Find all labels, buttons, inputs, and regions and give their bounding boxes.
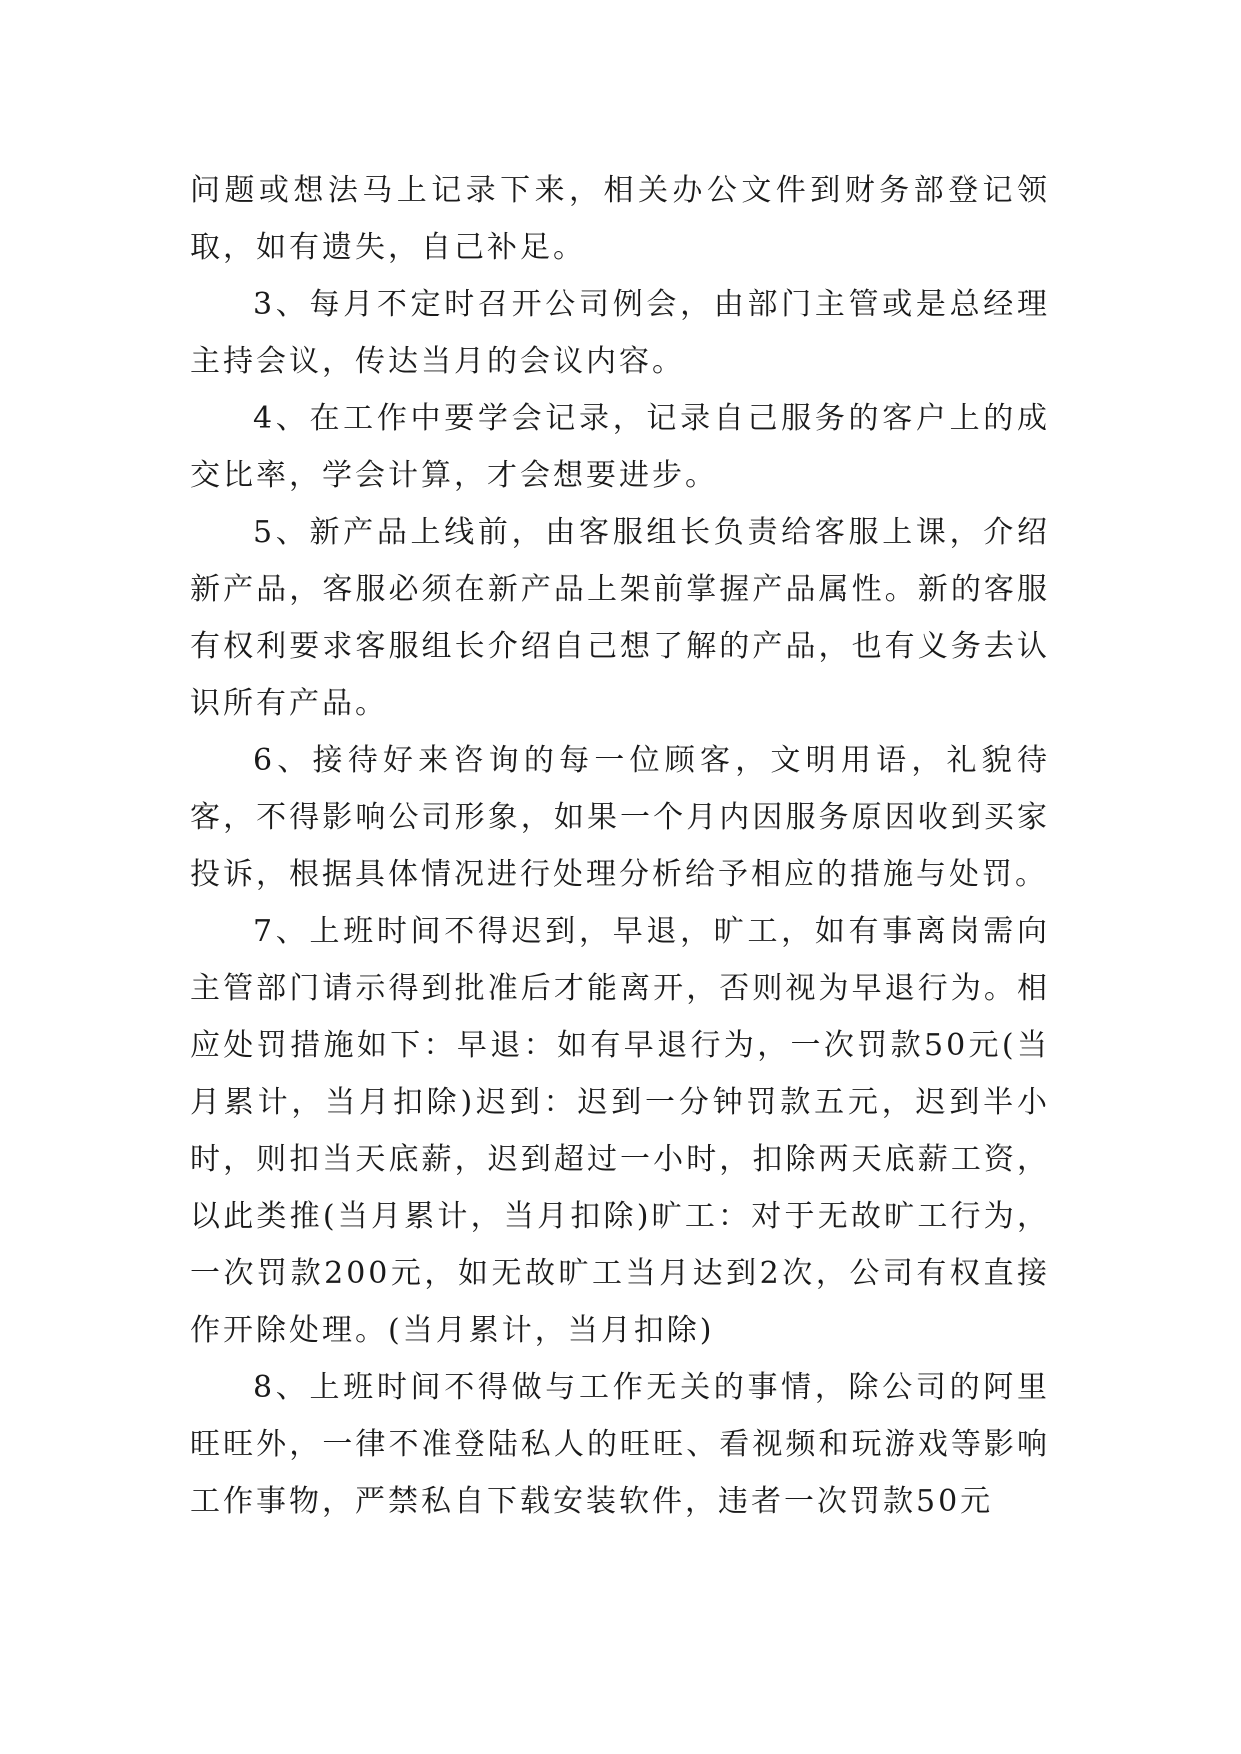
paragraph-item-3: 3、每月不定时召开公司例会，由部门主管或是总经理主持会议，传达当月的会议内容。 [190,287,1050,379]
document-body [190,162,1050,1530]
paragraph-item-6: 6、接待好来咨询的每一位顾客，文明用语，礼貌待客，不得影响公司形象，如果一个月内因服务原因收到买家投诉，根据具体情况进行处理分析给予相应的措施与处罚。 [190,743,1050,892]
paragraph-item-4: 4、在工作中要学会记录，记录自己服务的客户上的成交比率，学会计算，才会想要进步。 [190,401,1050,493]
paragraph-item-5: 5、新产品上线前，由客服组长负责给客服上课，介绍新产品，客服必须在新产品上架前掌握产品属性。新的客服有权利要求客服组长介绍自己想了解的产品，也有义务去认识所有产品。 [190,515,1050,721]
paragraph-item-7: 7、上班时间不得迟到，早退，旷工，如有事离岗需向主管部门请示得到批准后才能离开，否则视为早退行为。相应处罚措施如下：早退：如有早退行为，一次罚款50元(当月累计，当月扣除)迟到：迟到一分钟罚款五元，迟到半小时，则扣当天底薪，迟到超过一小时，扣除两天底薪工资，以此类推(当月累计，当月扣除)旷工：对于无故旷工行为，一次罚款200元，如无故旷工当月达到2次，公司有权直接作开除处理。(当月累计，当月扣除) [190,914,1050,1348]
paragraph-continued: 问题或想法马上记录下来，相关办公文件到财务部登记领取，如有遗失，自己补足。 [190,173,1050,265]
paragraph-item-8: 8、上班时间不得做与工作无关的事情，除公司的阿里旺旺外，一律不准登陆私人的旺旺、看视频和玩游戏等影响工作事物，严禁私自下载安装软件，违者一次罚款50元 [190,1370,1050,1519]
